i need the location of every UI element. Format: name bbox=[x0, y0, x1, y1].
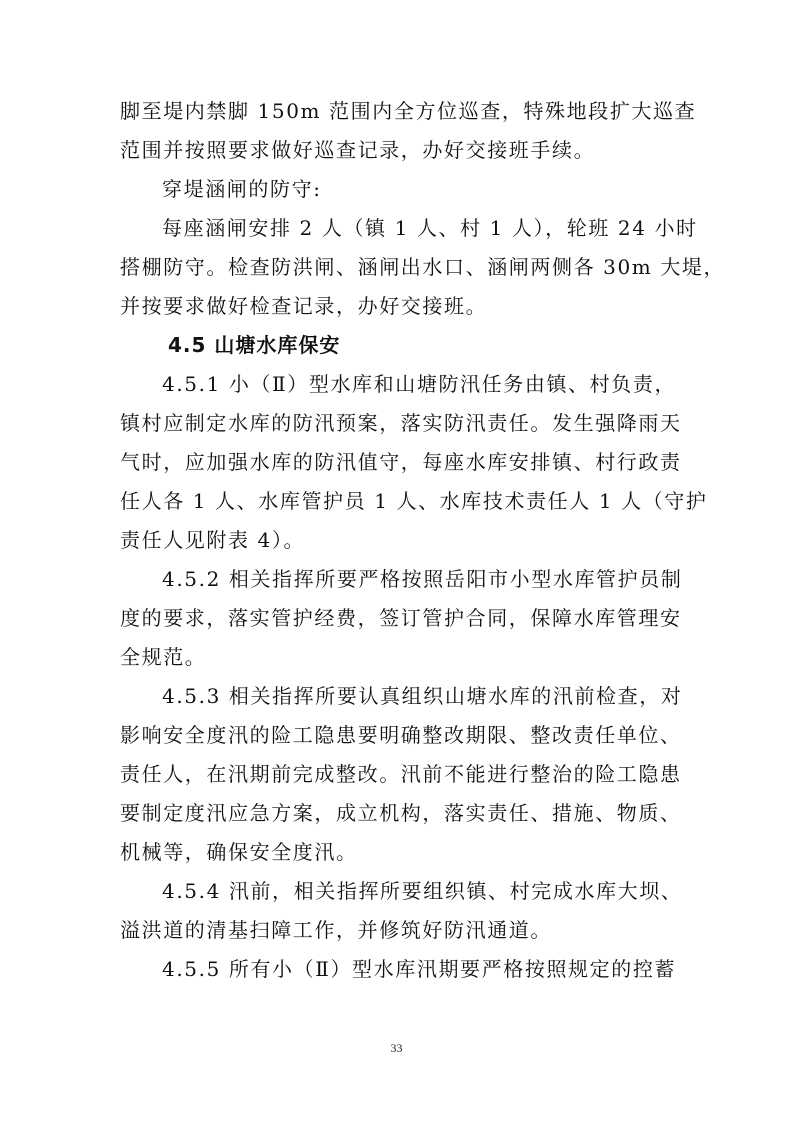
body-text-line: 度的要求，落实管护经费，签订管护合同，保障水库管理安 bbox=[120, 606, 682, 630]
body-text-line: 机械等，确保安全度汛。 bbox=[120, 840, 358, 864]
body-text-line: 并按要求做好检查记录，办好交接班。 bbox=[120, 294, 488, 318]
body-text-line: 任人各 1 人、水库管护员 1 人、水库技术责任人 1 人（守护 bbox=[120, 489, 708, 513]
body-text-line: 脚至堤内禁脚 150m 范围内全方位巡查，特殊地段扩大巡查 bbox=[120, 99, 697, 123]
body-text-line: 4.5.3 相关指挥所要认真组织山塘水库的汛前检查，对 bbox=[162, 684, 683, 708]
body-text-line: 4.5.5 所有小（Ⅱ）型水库汛期要严格按照规定的控蓄 bbox=[162, 957, 677, 981]
body-text-line: 全规范。 bbox=[120, 645, 207, 669]
body-text-line: 每座涵闸安排 2 人（镇 1 人、村 1 人），轮班 24 小时 bbox=[162, 216, 698, 240]
section-heading: 4.5 山塘水库保安 bbox=[168, 333, 341, 357]
body-text-line: 范围并按照要求做好巡查记录，办好交接班手续。 bbox=[120, 138, 596, 162]
body-text-line: 责任人，在汛期前完成整改。汛前不能进行整治的险工隐患 bbox=[120, 762, 682, 786]
body-text-line: 溢洪道的清基扫障工作，并修筑好防汛通道。 bbox=[120, 918, 552, 942]
body-text-line: 镇村应制定水库的防汛预案，落实防汛责任。发生强降雨天 bbox=[120, 411, 682, 435]
body-text-line: 责任人见附表 4）。 bbox=[120, 528, 306, 552]
body-text-line: 影响安全度汛的险工隐患要明确整改期限、整改责任单位、 bbox=[120, 723, 682, 747]
body-text-line: 穿堤涵闸的防守: bbox=[162, 177, 322, 201]
document-body bbox=[120, 92, 726, 989]
body-text-line: 搭棚防守。检查防洪闸、涵闸出水口、涵闸两侧各 30m 大堤， bbox=[120, 255, 726, 279]
page-number: 33 bbox=[390, 1041, 403, 1055]
body-text-line: 4.5.2 相关指挥所要严格按照岳阳市小型水库管护员制 bbox=[162, 567, 683, 591]
body-text-line: 4.5.4 汛前，相关指挥所要组织镇、村完成水库大坝、 bbox=[162, 879, 683, 903]
body-text-line: 4.5.1 小（Ⅱ）型水库和山塘防汛任务由镇、村负责， bbox=[162, 372, 677, 396]
body-text-line: 气时，应加强水库的防汛值守，每座水库安排镇、村行政责 bbox=[120, 450, 682, 474]
body-text-line: 要制定度汛应急方案，成立机构，落实责任、措施、物质、 bbox=[120, 801, 682, 825]
